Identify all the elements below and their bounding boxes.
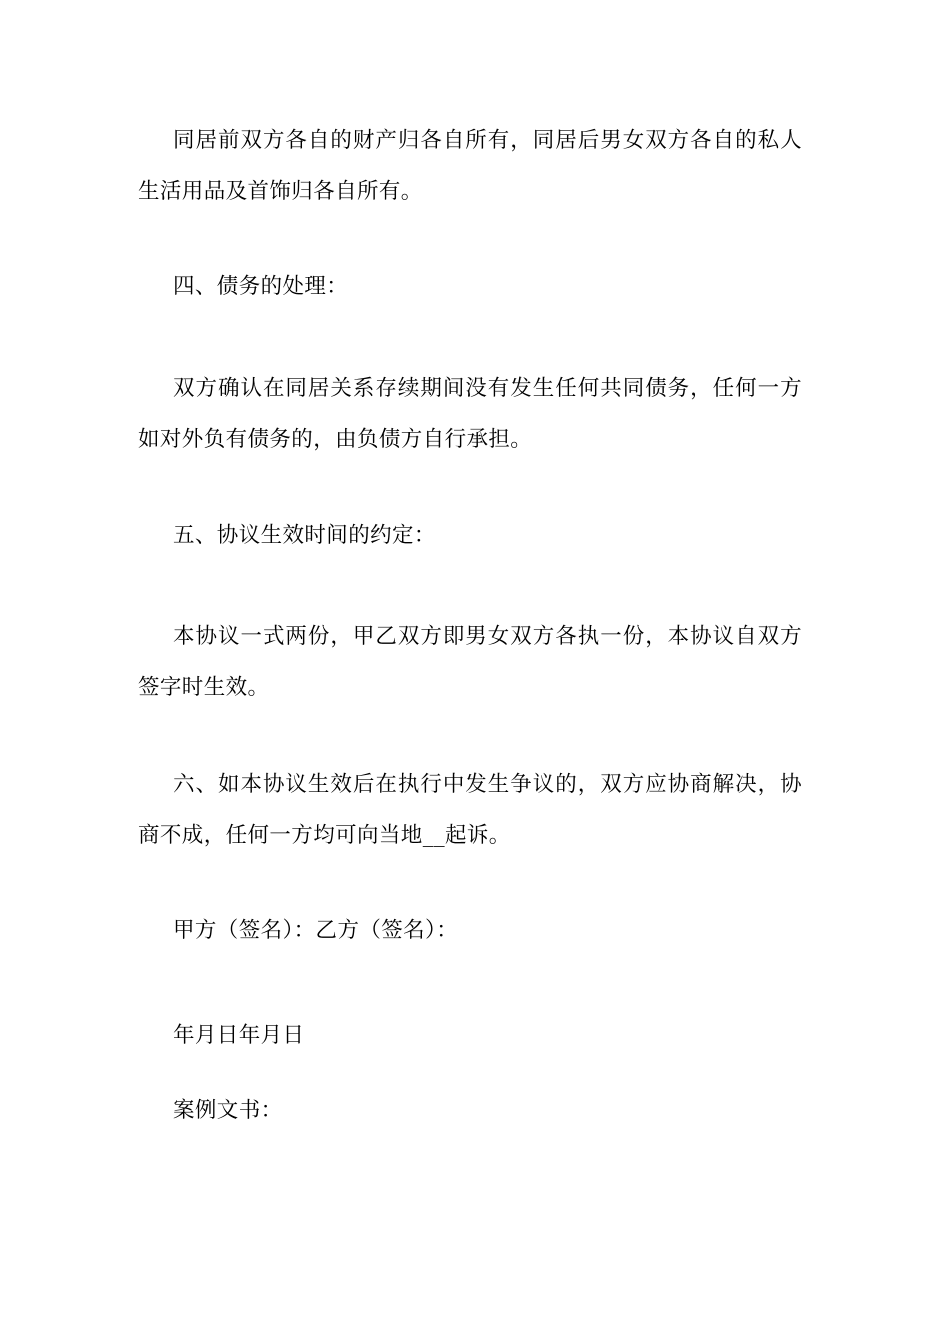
heading-effective-time: 五、协议生效时间的约定： — [173, 523, 436, 548]
paragraph-dispute-resolution: 六、如本协议生效后在执行中发生争议的，双方应协商解决，协商不成，任何一方均可向当地__起诉。 — [138, 772, 802, 848]
case-document-label: 案例文书： — [173, 1098, 283, 1123]
heading-debt-handling: 四、债务的处理： — [173, 274, 349, 299]
paragraph-debt-confirmation: 双方确认在同居关系存续期间没有发生任何共同债务，任何一方如对外负有债务的，由负债方自行承担。 — [138, 376, 802, 452]
paragraph-property-ownership: 同居前双方各自的财产归各自所有，同居后男女双方各自的私人生活用品及首饰归各自所有。 — [138, 128, 802, 204]
date-line: 年月日年月日 — [173, 1023, 305, 1048]
paragraph-copies-effective: 本协议一式两份，甲乙双方即男女双方各执一份，本协议自双方签字时生效。 — [138, 624, 802, 700]
signature-line: 甲方（签名）：乙方（签名）： — [173, 918, 459, 943]
